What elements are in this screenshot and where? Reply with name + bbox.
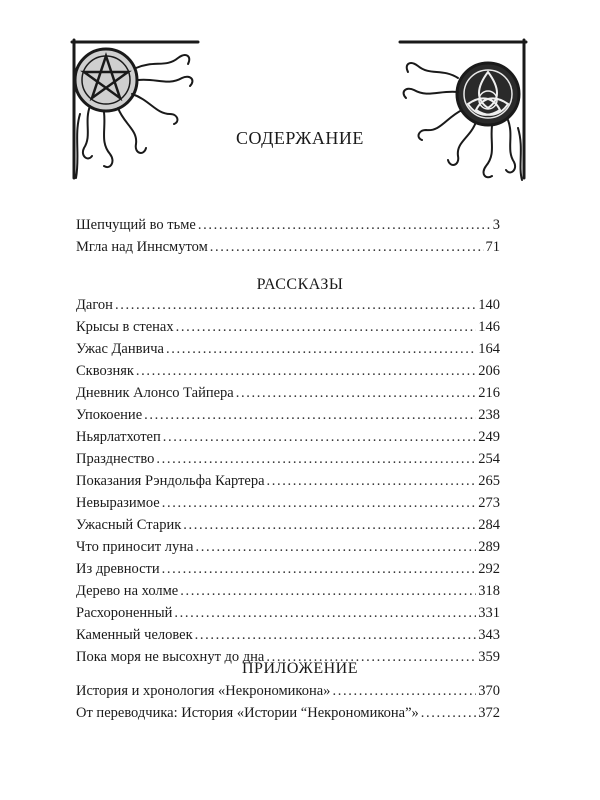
toc-entry[interactable] bbox=[76, 702, 500, 724]
triquetra-tentacles-icon bbox=[396, 38, 528, 188]
entry-page: 265 bbox=[478, 473, 500, 489]
entry-title: Невыразимое bbox=[76, 495, 160, 511]
toc-entry[interactable] bbox=[76, 536, 500, 558]
entry-page: 273 bbox=[478, 495, 500, 511]
entry-title: Ньярлатхотеп bbox=[76, 429, 161, 445]
leader-dots bbox=[115, 294, 476, 316]
page-title: СОДЕРЖАНИЕ bbox=[236, 128, 364, 148]
entry-title: Шепчущий во тьме bbox=[76, 217, 196, 233]
leader-dots bbox=[162, 558, 477, 580]
toc-entry[interactable] bbox=[76, 514, 500, 536]
entry-title: Что приносит луна bbox=[76, 539, 194, 555]
entry-title: Расхороненный bbox=[76, 605, 173, 621]
leader-dots bbox=[163, 426, 477, 448]
entry-page: 254 bbox=[478, 451, 500, 467]
toc-entry[interactable] bbox=[76, 236, 500, 258]
leader-dots bbox=[267, 470, 477, 492]
entry-page: 318 bbox=[478, 583, 500, 599]
entry-title: Дагон bbox=[76, 297, 113, 313]
entry-page: 164 bbox=[478, 341, 500, 357]
toc-entry[interactable] bbox=[76, 360, 500, 382]
leader-dots bbox=[195, 536, 476, 558]
leader-dots bbox=[210, 236, 484, 258]
entry-page: 71 bbox=[485, 239, 500, 255]
leader-dots bbox=[236, 382, 477, 404]
toc-entry[interactable] bbox=[76, 316, 500, 338]
entry-title: Сквозняк bbox=[76, 363, 134, 379]
toc-entry[interactable] bbox=[76, 448, 500, 470]
entry-page: 140 bbox=[478, 297, 500, 313]
appendix-list bbox=[76, 680, 500, 724]
entry-title: Ужас Данвича bbox=[76, 341, 164, 357]
stories-list bbox=[76, 294, 500, 668]
toc-entry[interactable] bbox=[76, 382, 500, 404]
leader-dots bbox=[198, 214, 491, 236]
stories-heading: РАССКАЗЫ bbox=[256, 276, 344, 293]
toc-entry[interactable] bbox=[76, 294, 500, 316]
leader-dots bbox=[136, 360, 476, 382]
entry-page: 284 bbox=[478, 517, 500, 533]
entry-page: 292 bbox=[478, 561, 500, 577]
appendix-heading: ПРИЛОЖЕНИЕ bbox=[241, 660, 358, 677]
entry-title: Дерево на холме bbox=[76, 583, 179, 599]
toc-entry[interactable] bbox=[76, 680, 500, 702]
entry-title: Каменный человек bbox=[76, 627, 193, 643]
leader-dots bbox=[332, 680, 476, 702]
leader-dots bbox=[180, 580, 476, 602]
entry-page: 3 bbox=[492, 217, 500, 233]
entry-page: 372 bbox=[478, 705, 500, 721]
entry-title: Дневник Алонсо Тайпера bbox=[76, 385, 234, 401]
leader-dots bbox=[162, 492, 477, 514]
toc-entry[interactable] bbox=[76, 580, 500, 602]
toc-entry[interactable] bbox=[76, 492, 500, 514]
entry-title: Крысы в стенах bbox=[76, 319, 174, 335]
entry-title: Мгла над Иннсмутом bbox=[76, 239, 208, 255]
entry-page: 359 bbox=[478, 649, 500, 665]
entry-title: История и хронология «Некрономикона» bbox=[76, 683, 331, 699]
leader-dots bbox=[176, 316, 477, 338]
leader-dots bbox=[174, 602, 476, 624]
toc-entry[interactable] bbox=[76, 426, 500, 448]
entry-page: 238 bbox=[478, 407, 500, 423]
toc-entry[interactable] bbox=[76, 624, 500, 646]
main-entries-list bbox=[76, 214, 500, 258]
entry-title: Показания Рэндольфа Картера bbox=[76, 473, 265, 489]
toc-entry[interactable] bbox=[76, 558, 500, 580]
entry-page: 249 bbox=[478, 429, 500, 445]
entry-title: Упокоение bbox=[76, 407, 143, 423]
toc-entry[interactable] bbox=[76, 404, 500, 426]
toc-entry[interactable] bbox=[76, 338, 500, 360]
entry-page: 206 bbox=[478, 363, 500, 379]
entry-page: 331 bbox=[478, 605, 500, 621]
toc-entry[interactable] bbox=[76, 470, 500, 492]
leader-dots bbox=[156, 448, 476, 470]
entry-page: 370 bbox=[478, 683, 500, 699]
toc-entry[interactable] bbox=[76, 602, 500, 624]
leader-dots bbox=[183, 514, 476, 536]
pentagram-tentacles-icon bbox=[70, 38, 202, 188]
entry-title: Из древности bbox=[76, 561, 160, 577]
entry-title: Ужасный Старик bbox=[76, 517, 182, 533]
entry-page: 289 bbox=[478, 539, 500, 555]
entry-title: От переводчика: История «Истории “Некрономикона”» bbox=[76, 705, 419, 721]
entry-title: Пока моря не высохнут до дна bbox=[76, 649, 265, 665]
entry-page: 216 bbox=[478, 385, 500, 401]
leader-dots bbox=[421, 702, 476, 724]
entry-page: 343 bbox=[478, 627, 500, 643]
entry-title: Празднество bbox=[76, 451, 155, 467]
leader-dots bbox=[166, 338, 476, 360]
toc-entry[interactable] bbox=[76, 214, 500, 236]
leader-dots bbox=[144, 404, 476, 426]
leader-dots bbox=[195, 624, 477, 646]
entry-page: 146 bbox=[478, 319, 500, 335]
